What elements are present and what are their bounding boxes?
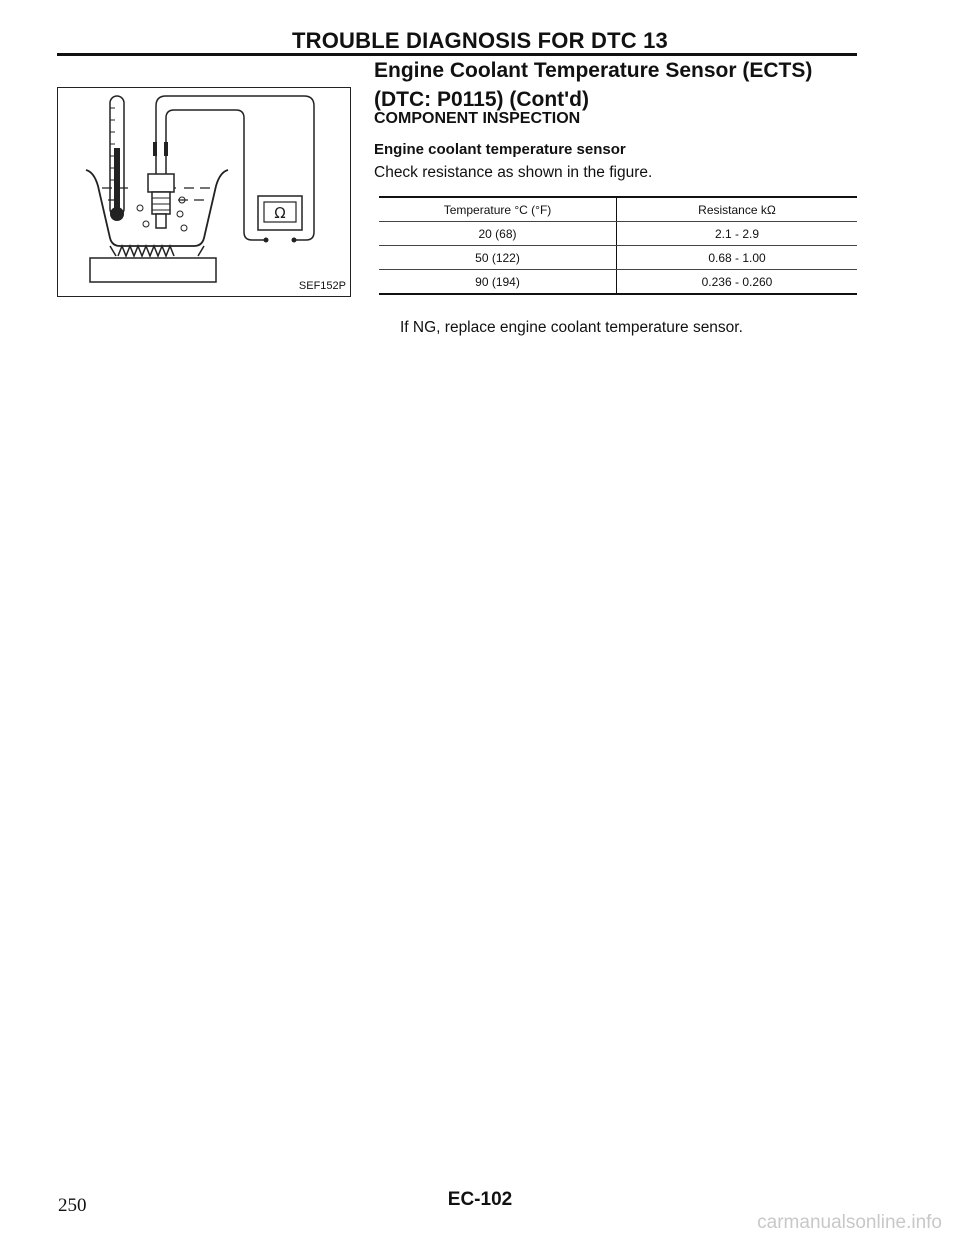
page-code: EC-102: [447, 1189, 513, 1210]
resistance-cell: 0.236 - 0.260: [617, 270, 858, 295]
table-row: [379, 246, 857, 270]
heading-line-2: (DTC: P0115) (Cont'd): [374, 88, 589, 111]
resistance-column-header: Resistance kΩ: [617, 197, 858, 222]
table-header-row: [379, 197, 857, 222]
section-heading: [374, 56, 812, 114]
page-title: TROUBLE DIAGNOSIS FOR DTC 13: [292, 28, 668, 53]
component-inspection-heading: COMPONENT INSPECTION: [374, 110, 581, 127]
temperature-cell: 50 (122): [379, 246, 617, 270]
heading-line-1: Engine Coolant Temperature Sensor (ECTS): [374, 59, 813, 82]
test-figure: [57, 87, 351, 297]
ng-note: If NG, replace engine coolant temperature sensor.: [400, 319, 743, 336]
resistance-cell: 0.68 - 1.00: [617, 246, 858, 270]
meter-symbol: Ω: [274, 204, 286, 222]
temperature-cell: 20 (68): [379, 222, 617, 246]
watermark: carmanualsonline.info: [757, 1212, 942, 1233]
resistance-spec-table: [379, 196, 857, 295]
instruction-text: Check resistance as shown in the figure.: [374, 164, 653, 181]
component-name: Engine coolant temperature sensor: [374, 141, 626, 158]
ects-resistance-test-diagram-icon: [58, 88, 350, 296]
table-row: [379, 270, 857, 295]
table-row: [379, 222, 857, 246]
resistance-cell: 2.1 - 2.9: [617, 222, 858, 246]
temperature-column-header: Temperature °C (°F): [379, 197, 617, 222]
temperature-cell: 90 (194): [379, 270, 617, 295]
page-number: 250: [58, 1195, 87, 1216]
figure-code: SEF152P: [298, 280, 346, 292]
